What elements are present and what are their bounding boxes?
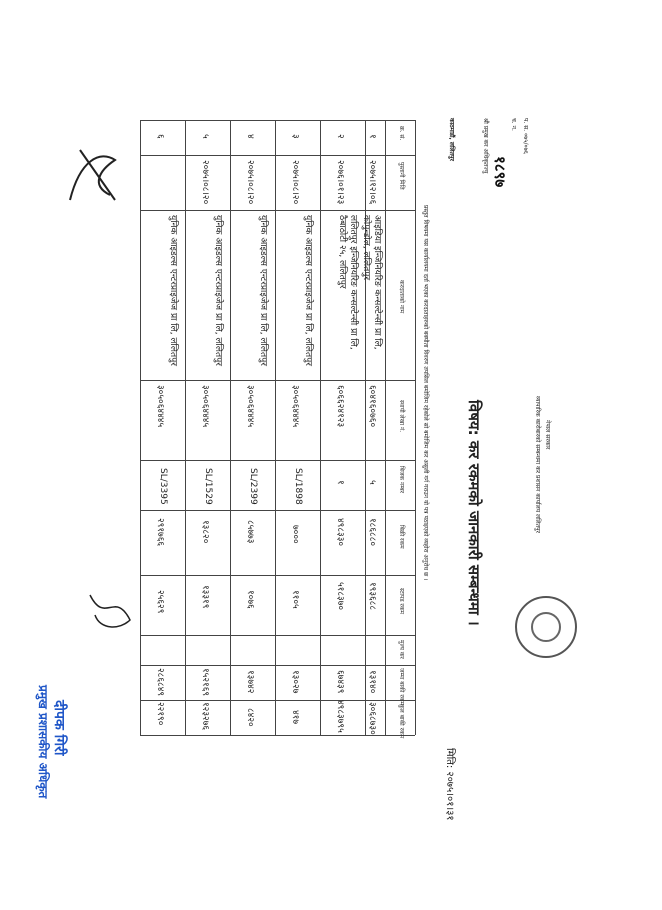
- seal-emblem: [531, 612, 561, 642]
- table-cell: ११०५: [290, 590, 300, 609]
- table-cell: युनिक आइडल्स एन्टरप्राइजेज प्रा लि, ललितपुर: [213, 215, 223, 366]
- tax-details-table: [140, 120, 415, 739]
- table-cell: ७०००: [290, 525, 300, 544]
- table-cell: ५: [200, 134, 210, 139]
- table-cell: युनिक आइडल्स एन्टरप्राइजेज प्रा लि, ललितपुर: [303, 215, 313, 366]
- table-cell: SL/1529: [203, 468, 213, 505]
- table-cell: २०७५।१२।०६: [367, 160, 377, 205]
- table-cell: ५१८३७०: [335, 582, 345, 611]
- table-cell: ४९८३३०: [335, 518, 345, 547]
- handwritten-signature-bottom: [80, 585, 140, 635]
- table-cell: २०७६।०१।२३: [335, 160, 345, 205]
- header-pan: स्थायी लेखा नं.: [398, 400, 405, 433]
- table-cell: १३७४२: [245, 670, 255, 694]
- table-cell: २०७५।०८।२०: [200, 160, 210, 205]
- table-cell: ३०६८७३०: [367, 702, 377, 735]
- subject-line: विषय: कर रकमको जानकारी सम्बन्धमा ।: [465, 400, 483, 626]
- table-cell: SL/1898: [293, 468, 303, 505]
- table-cell: १३०२७: [290, 670, 300, 694]
- table-cell: १: [367, 134, 377, 139]
- header-due: जम्मा बाकी रकम: [398, 668, 405, 705]
- header-date: पुस्तानी मिति: [398, 162, 405, 190]
- handwritten-signature-top: [60, 140, 130, 210]
- table-cell: ४९८३७९५: [335, 700, 345, 733]
- table-cell: ८४२०: [245, 708, 255, 727]
- table-cell: युनिक आइडल्स एन्टरप्राइजेज प्रा लि, ललितपुर: [168, 215, 178, 366]
- header-vat: मुल्य कर: [398, 640, 405, 659]
- table-cell: SL/3395: [158, 468, 168, 505]
- recipient-address: काठमाडौं, ललितपुर: [448, 118, 455, 161]
- table-cell: २२१९०: [155, 702, 165, 726]
- ministry-heading: नेपाल सरकार: [544, 420, 551, 450]
- intro-text: प्रस्तुत विषयमा यस कार्यालयमा दर्ता भएका करदाताहरुको बक्यौता विवरण तपसिल बमोजिम रहेकोले सो बमोजिम कर असुली गर्न गराउन यो पत्र पठाइएको व्यहोरा अनुरोध छ ।: [422, 205, 429, 581]
- table-cell: २०७५।०८।२०: [290, 160, 300, 205]
- dispatch-number: १८९७: [491, 156, 509, 188]
- table-cell: ६०६६२४१२३: [335, 385, 345, 428]
- table-cell: १८६८८०: [367, 518, 377, 547]
- table-cell: २०७५।०८।२०: [245, 160, 255, 205]
- header-name: करदाताको नाम: [398, 280, 405, 314]
- ref-line-2: च. न.: [510, 118, 517, 131]
- table-cell: १३३१९: [200, 585, 210, 609]
- table-cell: २९१७६६: [155, 518, 165, 547]
- header-invoice: बिजक नम्बर: [398, 466, 405, 494]
- stamp-name: दीपक गिरी: [51, 700, 67, 756]
- table-cell: SL/2399: [248, 468, 258, 505]
- letter-date: मिति: २०७५।०१।३१: [444, 748, 455, 821]
- header-stamp: स्टापड रकम: [398, 588, 405, 615]
- table-cell: ३०५०६४४४५: [200, 385, 210, 428]
- header-total: कुल बाकी रकम: [398, 704, 405, 739]
- table-cell: १३८२०: [200, 520, 210, 544]
- table-cell: १: [335, 480, 345, 485]
- table-cell: ४: [245, 134, 255, 139]
- table-cell: ३०५०६४४४५: [290, 385, 300, 428]
- table-cell: १९३६८८: [367, 582, 377, 611]
- table-cell: ४१७: [290, 710, 300, 725]
- table-cell: ३०५०६४४४५: [155, 385, 165, 428]
- table-cell: ६७४३९: [335, 670, 345, 694]
- table-cell: २८६८४९: [155, 668, 165, 697]
- table-cell: ललितपुर इन्जिनियरिङ कन्सल्टेन्सी प्रा लि, ठैबाठोटी २५, ललितपुर: [337, 215, 358, 350]
- table-cell: ३०५०६४४४५: [245, 385, 255, 428]
- table-cell: ५: [367, 480, 377, 485]
- table-cell: ८५७७३: [245, 520, 255, 544]
- table-cell: आइडिया इन्जिनियरिङ कन्सल्टेन्सी प्रा लि, कोपुन्डोल, ललितपुर: [361, 215, 382, 350]
- office-heading: व्यापारिक कारोबारको सम्बन्धमा कर प्रशासन कार्यालय ललितपुर: [534, 396, 541, 534]
- stamp-title: प्रमुख प्रशासकीय अधिकृत: [36, 685, 50, 799]
- table-cell: १०७६: [245, 590, 255, 609]
- ref-line-1: प. स. ०७५/०७६: [522, 118, 529, 154]
- table-cell: १५२१६९: [200, 668, 210, 697]
- table-cell: १३१४०: [367, 670, 377, 694]
- table-cell: २: [335, 134, 345, 139]
- header-sn: क्र. सं.: [398, 126, 405, 141]
- table-cell: ६०४१६०७६०: [367, 385, 377, 428]
- table-cell: युनिक आइडल्स एन्टरप्राइजेज प्रा लि, ललितपुर: [258, 215, 268, 366]
- header-sales: बिक्री रकम: [398, 525, 405, 549]
- table-cell: २५६२९: [155, 590, 165, 614]
- recipient-line: श्री प्रमुख कर अधिकृतज्यु: [482, 118, 489, 174]
- table-cell: ३: [290, 134, 300, 139]
- table-cell: ६: [155, 134, 165, 139]
- table-cell: १२३२७६: [200, 702, 210, 731]
